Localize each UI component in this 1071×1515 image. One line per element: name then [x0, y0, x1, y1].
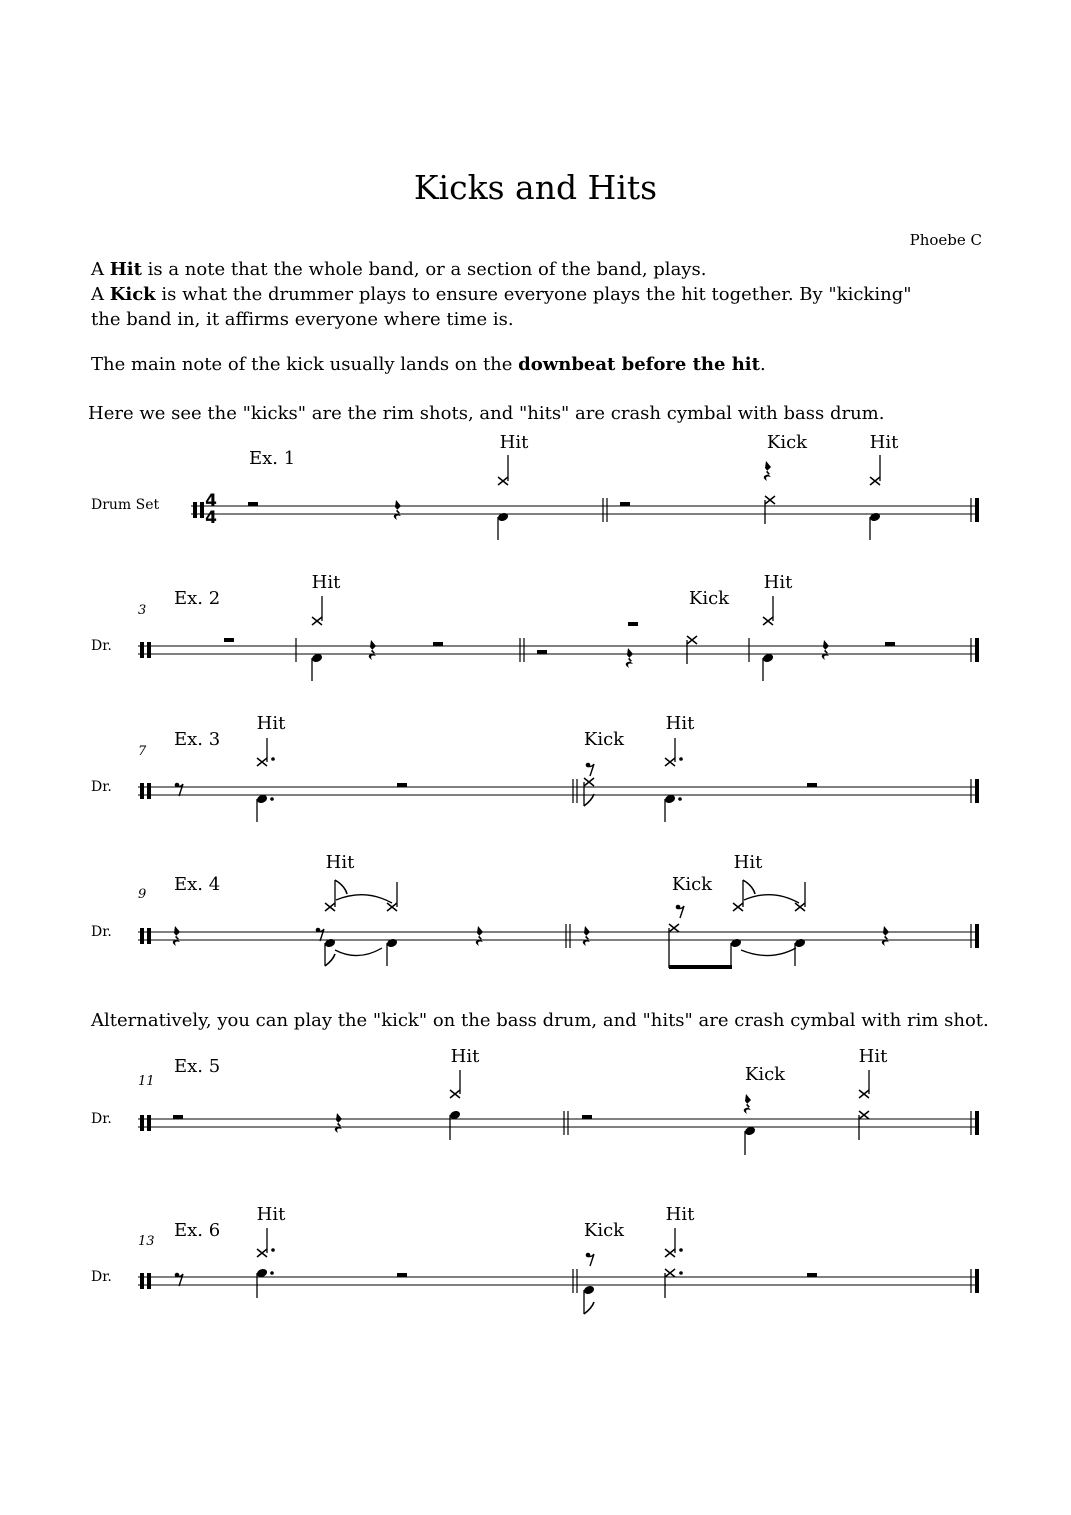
kick-note [583, 1285, 595, 1314]
svg-text:4: 4 [205, 491, 217, 511]
double-barline [603, 498, 607, 522]
kick-label: Kick [688, 588, 730, 609]
alternative-note: Alternatively, you can play the "kick" on the bass drum, and "hits" are crash cymbal with rim shot. [91, 1010, 989, 1031]
eighth-rest [175, 1273, 183, 1286]
kick-label: Kick [744, 1064, 786, 1085]
quarter-rest [744, 1094, 751, 1114]
hit-note [256, 738, 275, 822]
example-label: Ex. 4 [174, 874, 221, 895]
half-rest [807, 1273, 817, 1277]
quarter-rest [173, 926, 180, 946]
final-barline [971, 1269, 979, 1293]
hit-note [256, 1228, 275, 1298]
hit-note [665, 1228, 683, 1298]
double-barline [566, 924, 570, 948]
half-rest [173, 1115, 183, 1119]
hit-label: Hit [256, 713, 286, 734]
tie [335, 948, 382, 956]
half-rest [885, 642, 895, 646]
instrument-name: Dr. [91, 1111, 112, 1127]
percussion-clef [140, 928, 151, 944]
hit-label: Hit [311, 572, 341, 593]
hit-label: Hit [499, 432, 529, 453]
kick-note-beamed [669, 924, 806, 969]
kick-label: Kick [671, 874, 713, 895]
percussion-clef [140, 1115, 151, 1131]
example-label: Ex. 5 [174, 1056, 221, 1077]
hit-label: Hit [858, 1046, 888, 1067]
measure-number: 9 [138, 887, 147, 902]
intro-line3: the band in, it affirms everyone where time is. [91, 309, 514, 330]
tie [336, 895, 392, 903]
kick-note [765, 496, 775, 524]
half-rest [807, 783, 817, 787]
instrument-name: Dr. [91, 1269, 112, 1285]
system-4 [91, 852, 979, 969]
final-barline [971, 779, 979, 803]
kick-label: Kick [583, 729, 625, 750]
kick-note [687, 636, 697, 664]
system-1 [91, 432, 979, 540]
instrument-name: Dr. [91, 638, 112, 654]
quarter-rest [369, 640, 376, 660]
half-rest [582, 1115, 592, 1119]
hit-note [664, 738, 683, 822]
kick-label: Kick [583, 1220, 625, 1241]
whole-rest [628, 622, 638, 626]
time-signature [205, 491, 217, 528]
percussion-clef [193, 502, 204, 518]
half-rest [397, 1273, 407, 1277]
hit-label: Hit [256, 1204, 286, 1225]
intro-line1: A Hit is a note that the whole band, or a section of the band, plays. [91, 259, 707, 280]
half-rest [397, 783, 407, 787]
quarter-rest [335, 1113, 342, 1133]
double-barline [564, 1111, 568, 1135]
eighth-rest [676, 905, 684, 918]
hit-note [762, 596, 774, 681]
eighth-rest [175, 783, 183, 796]
example-label: Ex. 1 [249, 448, 296, 469]
measure-number: 13 [138, 1234, 155, 1249]
hit-label: Hit [763, 572, 793, 593]
hit-note [449, 1070, 461, 1140]
example-label: Ex. 3 [174, 729, 221, 750]
measure-number: 3 [138, 603, 147, 618]
tie [744, 895, 799, 903]
quarter-rest [476, 926, 483, 946]
intro-line2: A Kick is what the drummer plays to ensure everyone plays the hit together. By "kicking" [91, 284, 912, 305]
final-barline [971, 924, 979, 948]
hit-note [859, 1070, 869, 1140]
system-3 [91, 713, 979, 822]
instrument-name: Dr. [91, 924, 112, 940]
half-rest [537, 650, 547, 654]
composer: Phoebe C [909, 231, 982, 249]
beam [669, 965, 732, 969]
double-barline [573, 1269, 577, 1293]
eighth-rest [586, 763, 594, 776]
half-rest [433, 642, 443, 646]
kick-note [584, 778, 594, 806]
tie [741, 948, 796, 956]
kick-label: Kick [766, 432, 808, 453]
system-6 [91, 1204, 979, 1314]
final-barline [971, 1111, 979, 1135]
measure-number: 11 [138, 1074, 155, 1089]
downbeat-paragraph: The main note of the kick usually lands on the downbeat before the hit. [91, 354, 766, 375]
instrument-name: Drum Set [91, 497, 160, 513]
rim-shot-note: Here we see the "kicks" are the rim shots, and "hits" are crash cymbal with bass drum. [88, 403, 885, 424]
percussion-clef [140, 642, 151, 658]
hit-label: Hit [733, 852, 763, 873]
system-2 [91, 572, 979, 681]
instrument-name: Dr. [91, 779, 112, 795]
hit-label: Hit [665, 713, 695, 734]
eighth-rest [316, 928, 324, 941]
hit-label: Hit [325, 852, 355, 873]
hit-label: Hit [665, 1204, 695, 1225]
example-label: Ex. 2 [174, 588, 221, 609]
quarter-rest [394, 500, 401, 520]
page-title: Kicks and Hits [413, 168, 658, 207]
half-rest [620, 502, 630, 506]
quarter-rest [583, 926, 590, 946]
quarter-rest [626, 648, 633, 668]
quarter-rest [822, 640, 829, 660]
svg-text:4: 4 [205, 508, 217, 528]
hit-note [869, 455, 881, 540]
kick-note [744, 1126, 756, 1155]
double-barline [520, 638, 524, 662]
quarter-rest [882, 926, 889, 946]
percussion-clef [140, 783, 151, 799]
half-rest [248, 502, 258, 506]
hit-note-tied [324, 880, 398, 966]
final-barline [971, 498, 979, 522]
quarter-rest [764, 461, 771, 481]
hit-label: Hit [450, 1046, 480, 1067]
example-label: Ex. 6 [174, 1220, 221, 1241]
final-barline [971, 638, 979, 662]
eighth-rest [586, 1253, 594, 1266]
hit-note-tied [733, 880, 805, 911]
measure-number: 7 [138, 744, 147, 759]
hit-note [311, 596, 323, 681]
whole-rest [224, 638, 234, 642]
hit-label: Hit [869, 432, 899, 453]
system-5 [91, 1046, 979, 1155]
double-barline [573, 779, 577, 803]
percussion-clef [140, 1273, 151, 1289]
hit-note [497, 455, 509, 540]
